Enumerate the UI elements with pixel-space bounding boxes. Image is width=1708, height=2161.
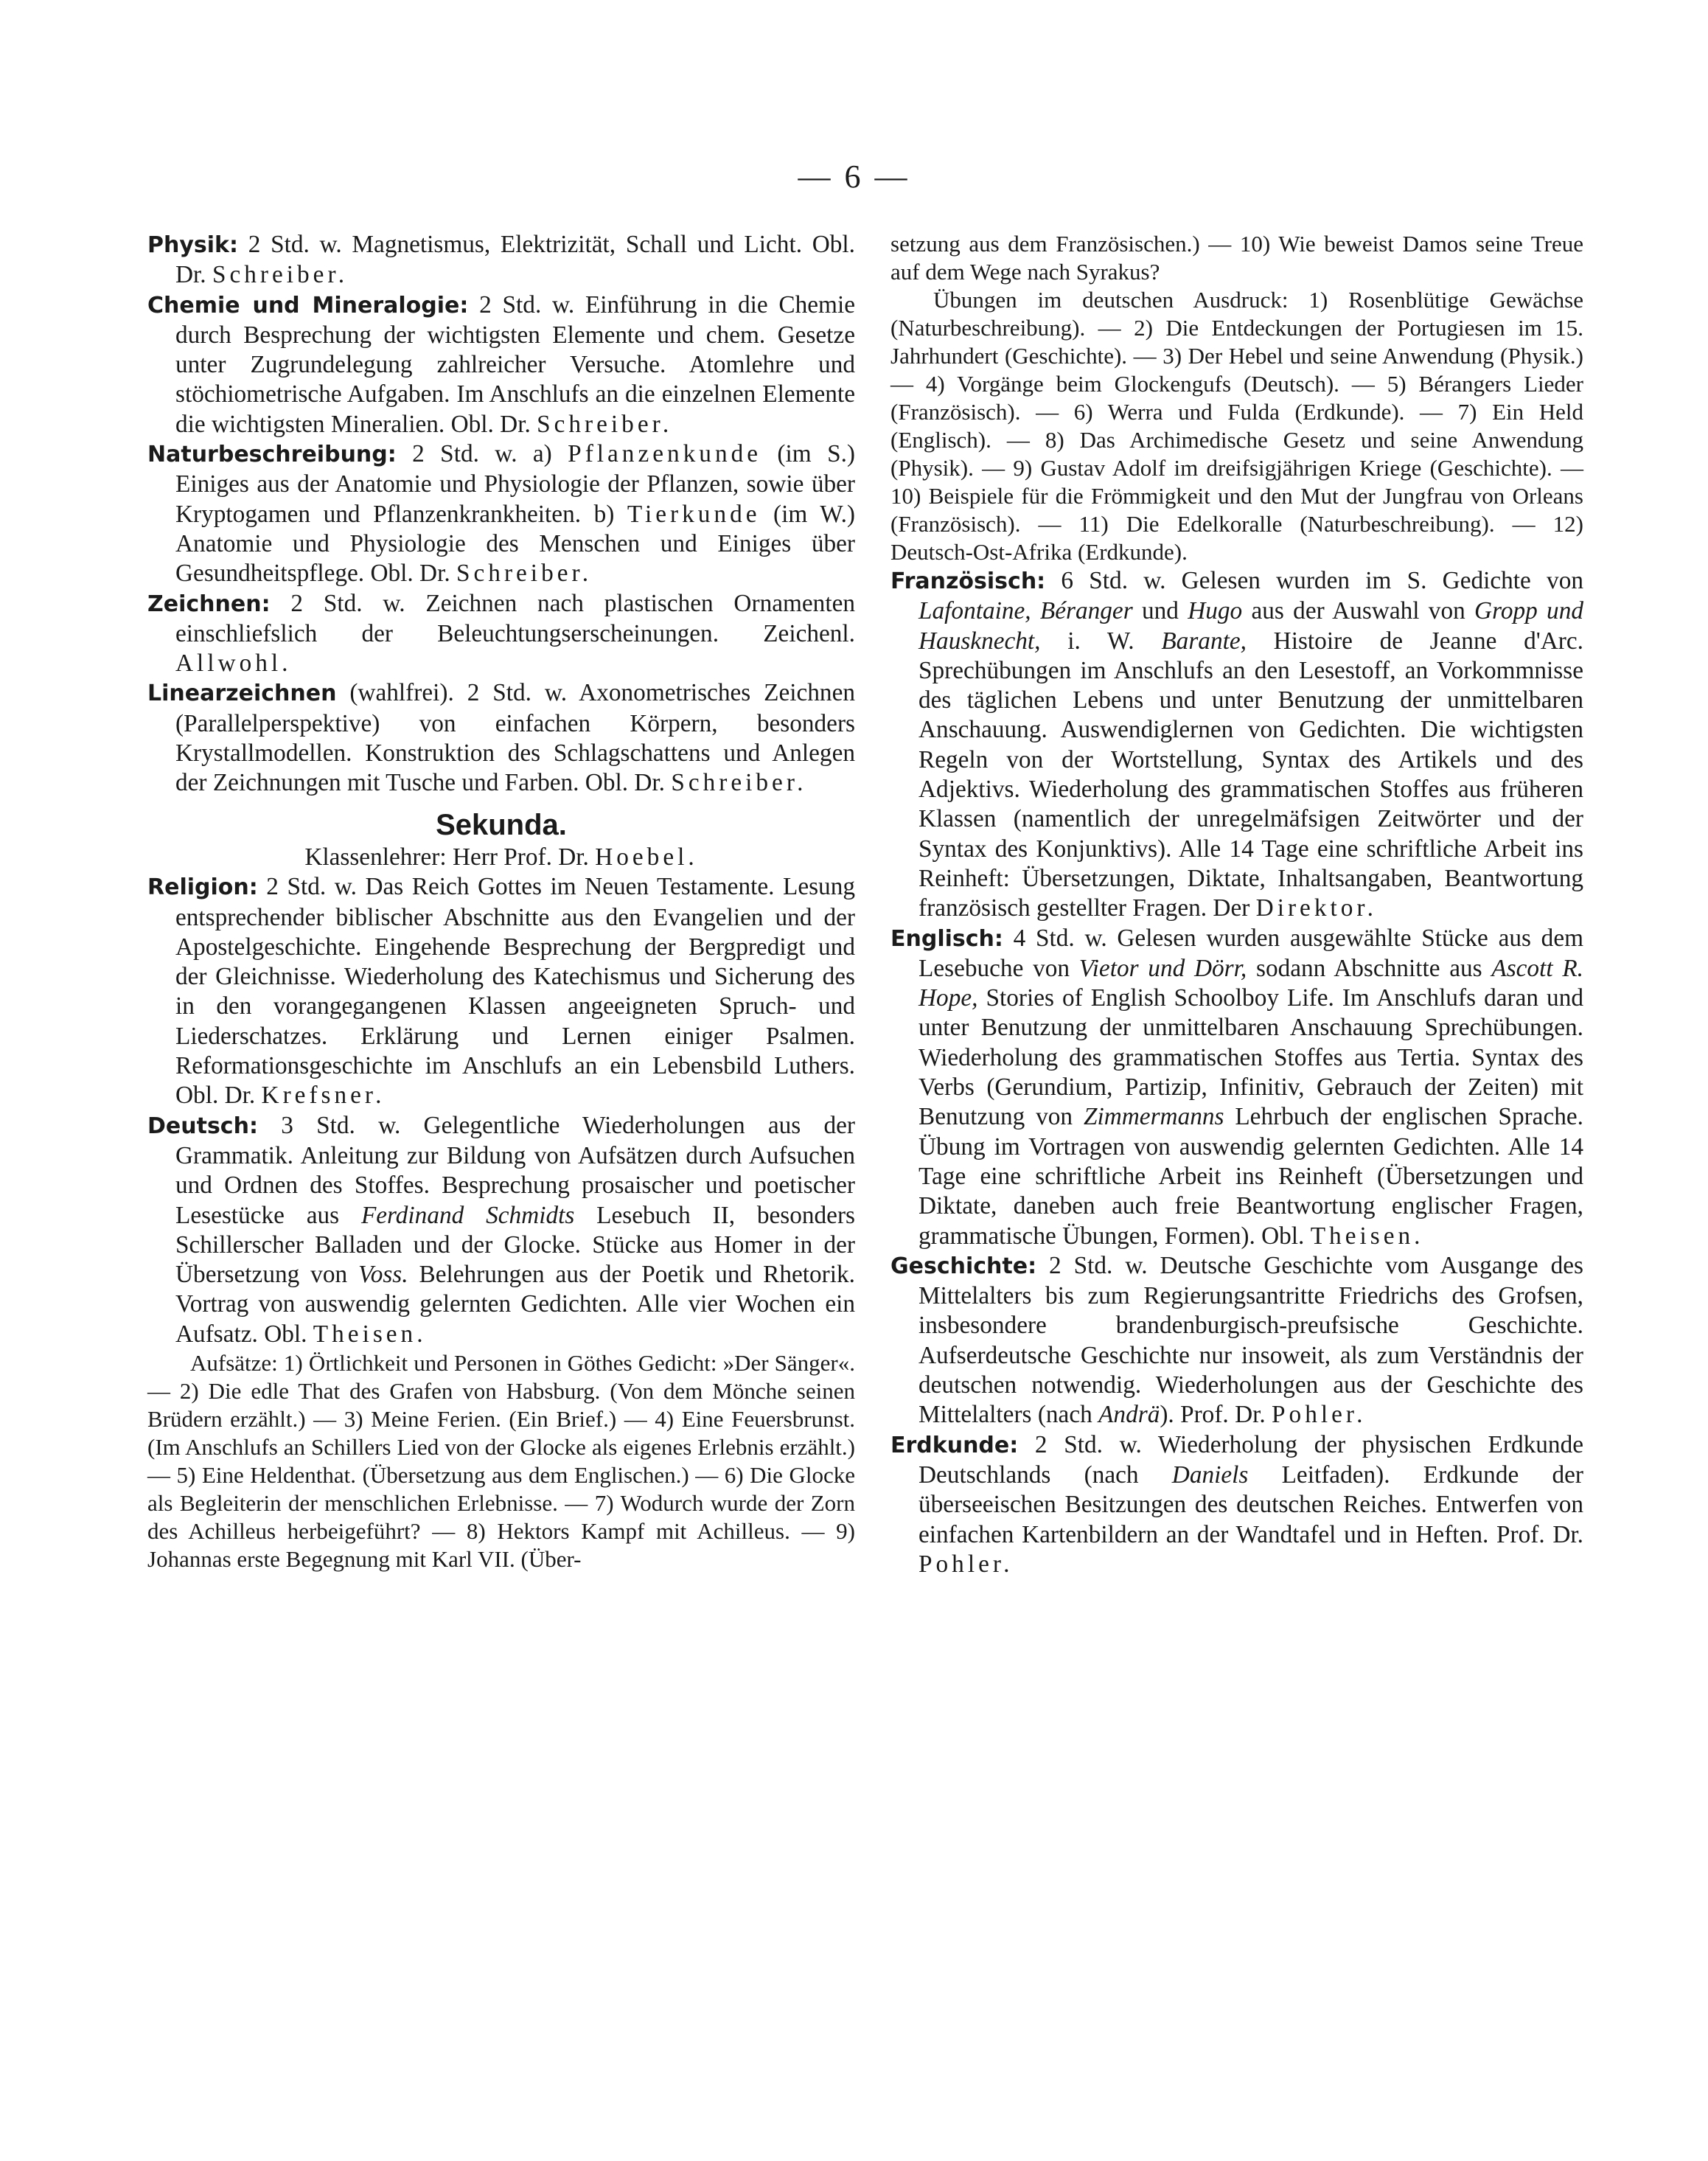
subject-heading: Chemie und Mineralogie:	[147, 292, 469, 319]
entry-text: 2 Std. w. a)	[396, 440, 568, 468]
entry-text: Belehrungen aus der Poetik und Rhetorik. Vortrag von auswendig gelernten Gedichten. Alle vier Wochen ein Aufsatz. Obl.	[175, 1261, 855, 1348]
entry-text: sodann Abschnitte aus	[1247, 954, 1492, 982]
entry-text: Stories of English Schoolboy Life. Im Anschlufs daran und unter Benutzung der unmittelbaren Anschauung Sprechübungen. Wiederholung des grammatischen Stoffes aus Tertia. Syntax des Verbs (Gerundium, Partizip, Infinitiv, Gebrauch der Zeiten) mit Benutzung von	[919, 984, 1583, 1131]
aufsaetze-continued: setzung aus dem Französischen.) — 10) Wie beweist Damos seine Treue auf dem Wege nach Syrakus?	[890, 231, 1583, 285]
entry-text: Leitfaden). Erdkunde der überseeischen Besitzungen des deutschen Reiches. Entwerfen von einfachen Kartenbildern an der Wandtafel und in Heften. Prof. Dr.	[919, 1461, 1583, 1548]
subject-heading: Geschichte:	[890, 1253, 1037, 1279]
entry-text: i. W.	[1040, 627, 1162, 655]
entry-geschichte	[890, 1251, 1583, 1430]
entry-englisch	[890, 924, 1583, 1251]
page-number: — 6 —	[798, 159, 910, 195]
teacher-name: Direktor.	[1255, 894, 1377, 922]
entry-physik	[147, 230, 855, 290]
teacher-name: Krefsner.	[261, 1082, 386, 1110]
entry-text: 2 Std. w. Deutsche Geschichte vom Ausgange des Mittelalters bis zum Regierungsantritte Friedrichs des Grofsen, insbesondere brandenburgisch-preufsische Geschichte. Aufserdeutsche Geschichte nur insoweit, als zum Verständnis der deutschen notwendig. Wiederholungen aus der Geschichte des Mittelalters (nach	[919, 1251, 1583, 1429]
italic-term: Lafontaine, Béranger	[919, 597, 1133, 625]
spaced-term: Tierkunde	[627, 500, 761, 528]
subject-heading: Französisch:	[890, 568, 1046, 594]
klassenlehrer-label: Klassenlehrer: Herr Prof. Dr.	[304, 843, 596, 871]
teacher-name: Schreiber.	[537, 410, 673, 438]
section-title: Sekunda.	[436, 808, 567, 841]
entry-text: Lesebuch II, besonders Schillerscher Balladen und der Glocke. Stücke aus Homer in der Übersetzung von	[175, 1201, 856, 1289]
italic-term: Ascott R. Hope,	[919, 954, 1583, 1012]
entry-text: 6 Std. w. Gelesen wurden im S. Gedichte von	[1045, 567, 1583, 594]
entry-text: 2 Std. w. Einführung in die Chemie durch Besprechung der wichtigsten Elemente und chem. Gesetze unter Zugrundelegung zahlreicher Versuche. Atomlehre und stöchiometrische Aufgaben. Im Anschlufs an die einzelnen Elemente die wichtigsten Mineralien. Obl. Dr.	[175, 290, 855, 438]
entry-linearzeichnen	[147, 678, 855, 798]
right-column	[890, 230, 1583, 1579]
entry-text: ). Prof. Dr.	[1160, 1401, 1272, 1429]
teacher-name: Allwohl.	[175, 650, 292, 678]
italic-term: Gropp und Hausknecht,	[919, 597, 1583, 655]
italic-term: Zimmermanns	[1083, 1103, 1224, 1131]
italic-term: Daniels	[1171, 1461, 1249, 1489]
entry-text: 2 Std. w. Wiederholung der physischen Erdkunde Deutschlands (nach	[919, 1430, 1583, 1489]
aufsaetze-list: Aufsätze: 1) Örtlichkeit und Personen in Göthes Gedicht: »Der Sänger«. — 2) Die edle That des Grafen von Habsburg. (Von dem Mönche seinen Brüdern erzählt.) — 3) Meine Ferien. (Ein Brief.) — 4) Eine Feuersbrunst. (Im Anschlufs an Schillers Lied von der Glocke als eigenes Erlebnis erzählt.) — 5) Eine Heldenthat. (Übersetzung aus dem Englischen.) — 6) Die Glocke als Begleiterin der menschlichen Erlebnisse. — 7) Wodurch wurde der Zorn des Achilleus herbeigeführt? — 8) Hektors Kampf mit Achilleus. — 9) Johannas erste Begegnung mit Karl VII. (Über-	[147, 1349, 855, 1572]
subject-heading: Englisch:	[890, 925, 1003, 952]
entry-text: 4 Std. w. Gelesen wurden ausgewählte Stücke aus dem Lesebuche von	[919, 924, 1583, 982]
teacher-name: Theisen.	[313, 1320, 427, 1348]
subject-heading: Erdkunde:	[890, 1432, 1019, 1458]
entry-text: (wahlfrei). 2 Std. w. Axonometrisches Zeichnen (Parallelperspektive) von einfachen Körpern, besonders Krystallmodellen. Konstruktion des Schlagschattens und Anlegen der Zeichnungen mit Tusche und Farben. Obl. Dr.	[175, 679, 855, 797]
entry-text: und	[1132, 597, 1188, 625]
entry-erdkunde	[890, 1430, 1583, 1579]
italic-term: Vietor und Dörr,	[1078, 954, 1247, 982]
entry-text: 3 Std. w. Gelegentliche Wiederholungen aus der Grammatik. Anleitung zur Bildung von Aufsätzen durch Aufsuchen und Ordnen des Stoffes. Besprechung prosaischer und poetischer Lesestücke aus	[175, 1111, 855, 1229]
subject-heading: Zeichnen:	[147, 591, 271, 617]
klassenlehrer-line	[147, 843, 855, 872]
subject-heading: Religion:	[147, 874, 258, 901]
entry-text: Lehrbuch der englischen Sprache. Übung im Vortragen von auswendig gelernten Gedichten. Alle 14 Tage eine schriftliche Arbeit ins Reinheft (Übersetzungen und Diktate, daneben auch freie Beantwortung englischer Fragen, grammatische Übungen, Formen). Obl.	[919, 1103, 1583, 1250]
subject-heading: Deutsch:	[147, 1113, 258, 1139]
teacher-name: Schreiber.	[212, 261, 349, 289]
entry-text: aus der Auswahl von	[1242, 597, 1475, 625]
entry-text: 2 Std. w. Zeichnen nach plastischen Ornamenten einschliefslich der Beleuchtungserscheinungen. Zeichenl.	[175, 589, 855, 647]
teacher-name: Theisen.	[1310, 1222, 1424, 1250]
entry-text: 2 Std. w. Das Reich Gottes im Neuen Testamente. Lesung entsprechender biblischer Abschnitte aus den Evangelien und der Apostelgeschichte. Eingehende Besprechung der Bergpredigt und der Gleichnisse. Wiederholung des Katechismus und Sicherung des in den vorangegangenen Klassen angeeigneten Spruch- und Liederschatzes. Erklärung und Lernen einiger Psalmen. Reformationsgeschichte im Anschlufs an ein Lebensbild Luthers. Obl. Dr.	[175, 873, 855, 1110]
italic-term: Andrä	[1098, 1401, 1160, 1429]
spaced-term: Pflanzenkunde	[568, 440, 762, 468]
entry-franzoesisch	[890, 566, 1583, 924]
italic-term: Barante,	[1161, 627, 1247, 655]
italic-term: Hugo	[1188, 597, 1243, 625]
entry-chemie	[147, 290, 855, 439]
subject-heading: Naturbeschreibung:	[147, 442, 397, 468]
italic-term: Voss.	[358, 1261, 408, 1289]
subject-heading: Physik:	[147, 232, 238, 258]
entry-text: (im W.) Anatomie und Physiologie des Menschen und Einiges über Gesundheitspflege. Obl. Dr.	[175, 500, 856, 588]
left-column	[147, 230, 855, 1573]
uebungen-list: Übungen im deutschen Ausdruck: 1) Rosenblütige Gewächse (Naturbeschreibung). — 2) Die Entdeckungen der Portugiesen im 15. Jahrhundert (Geschichte). — 3) Der Hebel und seine Anwendung (Physik.) — 4) Vorgänge beim Glockengufs (Deutsch). — 5) Bérangers Lieder (Französisch). — 6) Werra und Fulda (Erdkunde). — 7) Ein Held (Englisch). — 8) Das Archimedische Gesetz und seine Anwendung (Physik). — 9) Gustav Adolf im dreifsigjährigen Kriege (Geschichte). — 10) Beispiele für die Frömmigkeit und den Mut der Jungfrau von Orleans (Französisch). — 11) Die Edelkoralle (Naturbeschreibung). — 12) Deutsch-Ost-Afrika (Erdkunde).	[890, 287, 1583, 565]
subject-heading: Linearzeichnen	[147, 681, 337, 707]
italic-term: Ferdinand Schmidts	[360, 1201, 575, 1229]
entry-text: 2 Std. w. Magnetismus, Elektrizität, Schall und Licht. Obl. Dr.	[175, 231, 855, 289]
entry-naturbeschreibung	[147, 439, 855, 588]
entry-text: (im S.) Einiges aus der Anatomie und Physiologie der Pflanzen, sowie über Kryptogamen und Pflanzenkrankheiten. b)	[175, 440, 855, 528]
entry-deutsch	[147, 1111, 855, 1349]
teacher-name: Hoebel.	[595, 843, 698, 871]
teacher-name: Schreiber.	[671, 769, 807, 797]
entry-zeichnen	[147, 589, 855, 679]
teacher-name: Pohler.	[919, 1550, 1014, 1578]
teacher-name: Pohler.	[1272, 1401, 1367, 1429]
entry-text: Histoire de Jeanne d'Arc. Sprechübungen im Anschlufs an den Lesestoff, an Vorkommnisse des täglichen Lebens und unter Benutzung der unmittelbaren Anschauung. Auswendiglernen von Gedichten. Die wichtigsten Regeln von der Wortstellung, Syntax des Artikels und des Adjektivs. Wiederholung des grammatischen Stoffes aus früheren Klassen (namentlich der unregelmäfsigen Zeitwörter und der Syntax des Konjunktivs). Alle 14 Tage eine schriftliche Arbeit ins Reinheft: Übersetzungen, Diktate, Inhaltsangaben, Beantwortung französisch gestellter Fragen. Der	[919, 627, 1583, 922]
teacher-name: Schreiber.	[456, 560, 593, 588]
entry-religion	[147, 872, 855, 1110]
